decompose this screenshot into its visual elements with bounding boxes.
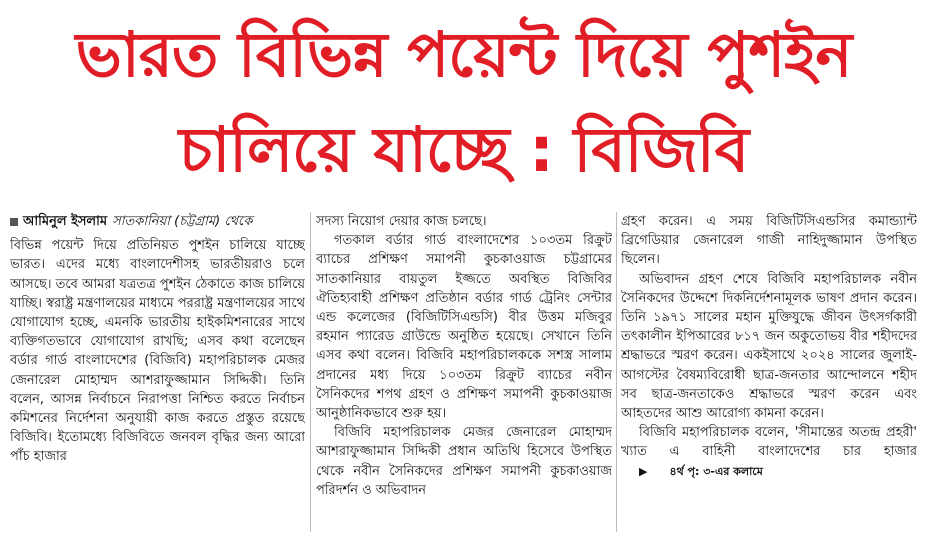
- column-divider: [616, 212, 617, 532]
- paragraph: বিভিন্ন পয়েন্ট দিয়ে প্রতিনিয়ত পুশইন চালিয়ে যাচ্ছে ভারত। এদের মধ্যে বাংলাদেশীসহ ভারতীয়রাও চলে আসছে। তবে আমরা যত্রতত্র পুশইন ঠেকাতে কাজ চালিয়ে যাচ্ছি। স্বরাষ্ট্র মন্ত্রণালয়ের মাধ্যমে পররাষ্ট্র মন্ত্রণালয়ের সাথে যোগাযোগ হচ্ছে, এমনকি ভারতীয় হাইকমিশনারের সাথে ব্যক্তিগতভাবে যোগাযোগ রাখছি; এসব কথা বলেছেন বর্ডার গার্ড বাংলাদেশের (বিজিবি) মহাপরিচালক মেজর জেনারেল মোহাম্মদ আশরাফুজ্জামান সিদ্দিকী। তিনি বলেন, আসন্ন নির্বাচনে নিরাপত্তা নিশ্চিত করতে নির্বাচন কমিশনের নির্দেশনা অনুযায়ী কাজ করতে প্রস্তুত রয়েছে বিজিবি। ইতোমধ্যে বিজিবিতে জনবল বৃদ্ধির জন্য আরো পাঁচ হাজার: [10, 238, 305, 465]
- paragraph-text: বিজিবি মহাপরিচালক বলেন, 'সীমান্তের অতন্দ্র প্রহরী' খ্যাত এ বাহিনী বাংলাদেশের চার হাজার: [621, 425, 917, 460]
- byline-author: আমিনুল ইসলাম: [23, 214, 108, 229]
- paragraph: গতকাল বর্ডার গার্ড বাংলাদেশের ১০৩তম রিক্রুট ব্যাচের প্রশিক্ষণ সমাপনী কুচকাওয়াজ চট্টগ্রামের সাতকানিয়ার বায়তুল ইজ্জতে অবস্থিত বিজিবির ঐতিহ্যবাহী প্রশিক্ষণ প্রতিষ্ঠান বর্ডার গার্ড ট্রেনিং সেন্টার এন্ড কলেজের (বিজিটিসিএন্ডসি) বীর উত্তম মজিবুর রহমান প্যারেড গ্রাউন্ডে অনুষ্ঠিত হয়েছে। সেখানে তিনি এসব কথা বলেন। বিজিবি মহাপরিচালককে সশস্ত্র সালাম প্রদানের মধ্য দিয়ে ১০৩তম রিক্রুট ব্যাচের নবীন সৈনিকদের শপথ গ্রহণ ও প্রশিক্ষণ সমাপনী কুচকাওয়াজ আনুষ্ঠানিকভাবে শুরু হয়।: [316, 233, 612, 422]
- paragraph: সদস্য নিয়োগ দেয়ার কাজ চলছে।: [316, 214, 487, 229]
- arrow-right-icon: ▶: [639, 464, 648, 478]
- byline: [10, 212, 305, 231]
- article-column-2: [316, 212, 612, 534]
- paragraph: গ্রহণ করেন। এ সময় বিজিটিসিএন্ডসির কমান্ড্যান্ট ব্রিগেডিয়ার জেনারেল গাজী নাহিদুজ্জামান উপস্থিত ছিলেন।: [621, 214, 917, 268]
- article-column-1: [10, 212, 305, 534]
- continuation-text: ৪র্থ পৃ: ৩-এর কলামে: [669, 464, 763, 478]
- paragraph: [621, 423, 917, 481]
- headline-line-1: ভারত বিভিন্ন পয়েন্ট দিয়ে পুশইন: [75, 18, 852, 91]
- bullet-square-icon: [10, 218, 18, 226]
- paragraph: বিজিবি মহাপরিচালক মেজর জেনারেল মোহাম্মদ আশরাফুজ্জামান সিদ্দিকী প্রধান অতিথি হিসেবে উপস্থিত থেকে নবীন সৈনিকদের প্রশিক্ষণ সমাপনী কুচকাওয়াজ পরিদর্শন ও অভিবাদন: [316, 425, 612, 498]
- article-column-3: [621, 212, 917, 534]
- continuation-marker: [621, 462, 763, 481]
- byline-location: সাতকানিয়া (চট্টগ্রাম) থেকে: [112, 214, 253, 229]
- column-divider: [310, 212, 311, 532]
- paragraph: অভিবাদন গ্রহণ শেষে বিজিবি মহাপরিচালক নবীন সৈনিকদের উদ্দেশে দিকনির্দেশনামূলক ভাষণ প্রদান করেন। তিনি ১৯৭১ সালের মহান মুক্তিযুদ্ধে জীবন উৎসর্গকারী তৎকালীন ইপিআরের ৮১৭ জন অকুতোভয় বীর শহীদদের শ্রদ্ধাভরে স্মরণ করেন। একইসাথে ২০২৪ সালের জুলাই-আগস্টের বৈষম্যবিরোধী ছাত্র-জনতার আন্দোলনে শহীদ সব ছাত্র-জনতাকেও শ্রদ্ধাভরে স্মরণ করেন এবং আহতদের আশু আরোগ্য কামনা করেন।: [621, 271, 917, 422]
- headline-line-2: চালিয়ে যাচ্ছে : বিজিবি: [178, 113, 749, 186]
